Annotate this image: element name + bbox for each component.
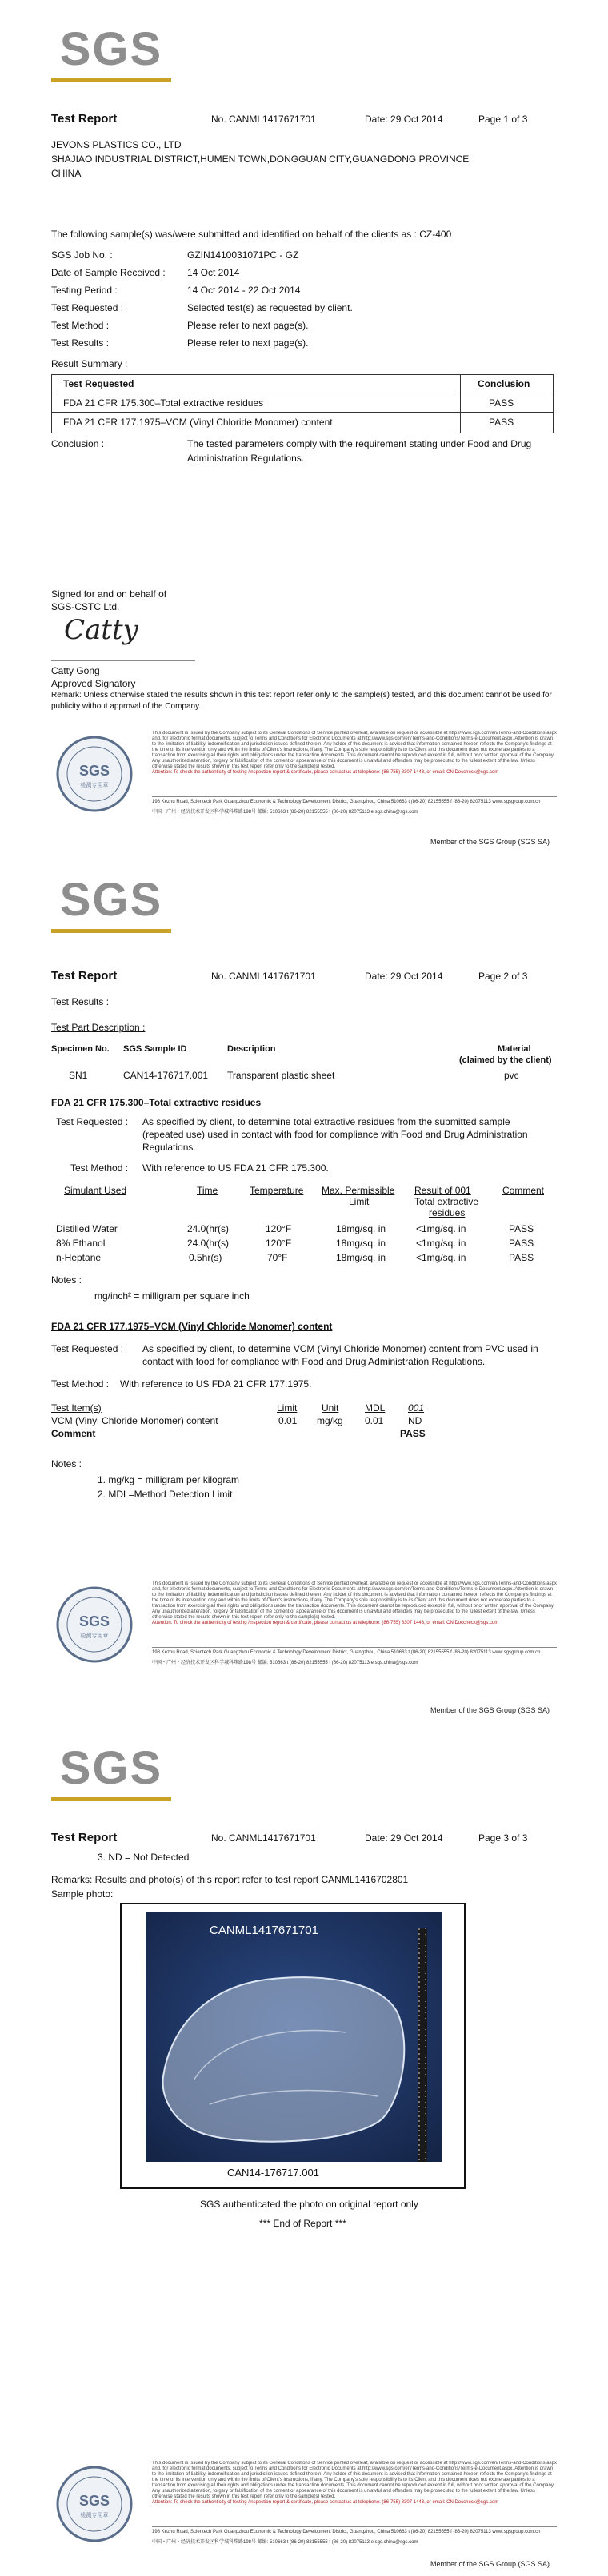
s2-header-mdl: MDL [365, 1402, 386, 1414]
page-1 [0, 0, 608, 859]
header-specimen: Specimen No. [51, 1044, 110, 1054]
address-line-1: 198 Kezhu Road, Scientech Park Guangzhou Economic & Technology Development District, Guangzhou, China 510663 t (86-20) 82155555 f (86-20) 82075113 www.sgsgroup.com.cn [152, 800, 541, 804]
s2-header-unit: Unit [322, 1402, 339, 1414]
s1-limit: 18mg/sq. in [336, 1252, 386, 1263]
address-line-1: 198 Kezhu Road, Scientech Park Guangzhou Economic & Technology Development District, Guangzhou, China 510663 t (86-20) 82155555 f (86-20) 82075113 www.sgsgroup.com.cn [152, 2530, 541, 2534]
signature: Catty [64, 614, 138, 646]
summary-test: FDA 21 CFR 175.300–Total extractive residues [63, 397, 264, 409]
header-sample-id: SGS Sample ID [123, 1044, 187, 1054]
s2-method: With reference to US FDA 21 CFR 177.1975. [120, 1378, 312, 1390]
page-3 [0, 1717, 608, 2576]
s2-unit: mg/kg [317, 1415, 343, 1426]
address-line-2: 中国・广州・经济技术开发区科学城科珠路198号 邮编: 510663 t (86-20) 82155555 f (86-20) 82075113 e sgs.china@sgs.com [152, 2540, 418, 2545]
photo-bottom-label: CAN14-176717.001 [227, 2167, 319, 2179]
field-label: Test Method : [51, 320, 110, 331]
s1-requested-1: As specified by client, to determine total extractive residues from the submitted sample [142, 1116, 510, 1127]
summary-test: FDA 21 CFR 177.1975–VCM (Vinyl Chloride Monomer) content [63, 417, 333, 428]
s1-time: 24.0(hr(s) [187, 1238, 230, 1249]
page-label: Page 2 of 3 [478, 971, 528, 982]
page-2 [0, 859, 608, 1717]
remarks: Remarks: Results and photo(s) of this report refer to test report CANML1416702801 [51, 1874, 409, 1885]
s1-header-simulant: Simulant Used [64, 1185, 127, 1196]
s1-method: With reference to US FDA 21 CFR 175.300. [142, 1162, 329, 1174]
s1-result: <1mg/sq. in [416, 1238, 466, 1249]
result-summary-table [51, 374, 554, 433]
s1-time: 24.0(hr(s) [187, 1223, 230, 1234]
test-results-label: Test Results : [51, 996, 110, 1007]
field-value: Please refer to next page(s). [187, 320, 309, 331]
report-number: No. CANML1417671701 [211, 1832, 316, 1844]
sgs-logo: SGS [51, 868, 171, 935]
s1-temp: 70°F [267, 1252, 288, 1263]
s2-mdl: 0.01 [365, 1415, 384, 1426]
s1-time: 0.5hr(s) [189, 1252, 222, 1263]
conclusion-label: Conclusion : [51, 438, 105, 449]
member-line: Member of the SGS Group (SGS SA) [430, 2560, 550, 2568]
s2-item: VCM (Vinyl Chloride Monomer) content [51, 1415, 218, 1426]
s2-header-limit: Limit [277, 1402, 298, 1414]
terms-fine-print: This document is issued by the Company subject to its General Conditions of Service printed overleaf, available on request or accessible at http://www.sgs.com/en/Terms-and-Conditions.aspx and, for electronic format documents, subject to Terms and Conditions for Electronic Documents at http://www.sgs.com/en/Terms-and-Conditions/Terms-e-Document.aspx. Attention is drawn to the limitation of liability, indemnification and jurisdiction issues defined therein. Any holder of this document is advised that information contained hereon reflects the Company's findings at the time of its intervention only and within the limits of Client's instructions, if any. The Company's sole responsibility is to its Client and this document does not exonerate parties to a transaction from exercising all their rights and obligations under the transaction documents. This document cannot be reproduced except in full, without prior written approval of the Company. Any unauthorized alteration, forgery or falsification of the content or appearance of this document is unlawful and offenders may be prosecuted to the fullest extent of the law. Unless otherwise stated the results shown in this test report refer only to the sample(s) tested. Attention: To check the authenticity of testing /inspection report & certificate, please contact us at telephone: (86-755) 8307 1443, or email: CN.Doccheck@sgs.com [152, 1581, 557, 1625]
page-footer [51, 2461, 557, 2549]
address-line-1: 198 Kezhu Road, Scientech Park Guangzhou Economic & Technology Development District, Guangzhou, China 510663 t (86-20) 82155555 f (86-20) 82075113 www.sgsgroup.com.cn [152, 1650, 541, 1655]
header-description: Description [227, 1044, 276, 1054]
s1-header-max-limit: Max. Permissible [322, 1185, 395, 1196]
notes-label: Notes : [51, 1274, 82, 1286]
s1-temp: 120°F [266, 1223, 292, 1234]
remark-line-1: Remark: Unless otherwise stated the results shown in this test report refer only to the sample(s) tested, and this document cannot be used for [51, 691, 552, 700]
report-number: No. CANML1417671701 [211, 114, 316, 125]
note-1: mg/inch² = milligram per square inch [94, 1290, 250, 1302]
client-address-line-2: CHINA [51, 168, 82, 179]
s2-header-item: Test Item(s) [51, 1402, 102, 1414]
s2-comment-label: Comment [51, 1428, 96, 1439]
part-sample-id: CAN14-176717.001 [123, 1070, 209, 1081]
intro-text: The following sample(s) was/were submitted and identified on behalf of the clients as : CZ-400 [51, 229, 452, 240]
s2-requested-label: Test Requested : [51, 1343, 124, 1354]
sgs-logo: SGS [51, 18, 171, 85]
field-label: Testing Period : [51, 285, 118, 296]
s1-header-max-limit-2: Limit [349, 1196, 370, 1207]
sgs-seal-icon [54, 2464, 134, 2544]
s1-temp: 120°F [266, 1238, 292, 1249]
s1-requested-label: Test Requested : [56, 1116, 129, 1127]
signer-title: Approved Signatory [51, 678, 136, 689]
notes-2-item: 1. mg/kg = milligram per kilogram [98, 1474, 240, 1485]
section-1-title: FDA 21 CFR 175.300–Total extractive residues [51, 1097, 262, 1108]
note-3: 3. ND = Not Detected [98, 1852, 190, 1863]
s1-simulant: Distilled Water [56, 1223, 118, 1234]
svg-text:SGS: SGS [78, 2493, 110, 2509]
field-label: Test Results : [51, 337, 110, 349]
s1-limit: 18mg/sq. in [336, 1223, 386, 1234]
photo-top-label: CANML1417671701 [210, 1924, 318, 1937]
svg-text:SGS: SGS [78, 1613, 110, 1629]
member-line: Member of the SGS Group (SGS SA) [430, 1706, 550, 1714]
s1-header-result: Result of 001 [414, 1185, 471, 1196]
report-number: No. CANML1417671701 [211, 971, 316, 982]
field-value: Please refer to next page(s). [187, 337, 309, 349]
signed-line-2: SGS-CSTC Ltd. [51, 601, 120, 612]
section-2-title: FDA 21 CFR 177.1975–VCM (Vinyl Chloride Monomer) content [51, 1321, 333, 1332]
header-material: Material [498, 1044, 531, 1054]
sample-photo-frame [120, 1903, 466, 2189]
s1-limit: 18mg/sq. in [336, 1238, 386, 1249]
signer-name: Catty Gong [51, 665, 100, 676]
report-title: Test Report [51, 1831, 118, 1844]
s2-requested-1: As specified by client, to determine VCM (Vinyl Chloride Monomer) content from PVC used in [142, 1343, 538, 1354]
summary-conclusion: PASS [489, 417, 514, 428]
page-label: Page 3 of 3 [478, 1832, 528, 1844]
svg-text:检测专用章: 检测专用章 [80, 2513, 109, 2518]
s1-simulant: n-Heptane [56, 1252, 102, 1263]
report-title: Test Report [51, 969, 118, 983]
address-line-2: 中国・广州・经济技术开发区科学城科珠路198号 邮编: 510663 t (86-20) 82155555 f (86-20) 82075113 e sgs.china@sgs.com [152, 1661, 418, 1665]
s1-comment: PASS [509, 1238, 534, 1249]
signed-line-1: Signed for and on behalf of [51, 588, 167, 600]
s1-header-time: Time [197, 1185, 218, 1196]
terms-fine-print: This document is issued by the Company subject to its General Conditions of Service printed overleaf, available on request or accessible at http://www.sgs.com/en/Terms-and-Conditions.aspx and, for electronic format documents, subject to Terms and Conditions for Electronic Documents at http://www.sgs.com/en/Terms-and-Conditions/Terms-e-Document.aspx. Attention is drawn to the limitation of liability, indemnification and jurisdiction issues defined therein. Any holder of this document is advised that information contained hereon reflects the Company's findings at the time of its intervention only and within the limits of Client's instructions, if any. The Company's sole responsibility is to its Client and this document does not exonerate parties to a transaction from exercising all their rights and obligations under the transaction documents. This document cannot be reproduced except in full, without prior written approval of the Company. Any unauthorized alteration, forgery or falsification of the content or appearance of this document is unlawful and offenders may be prosecuted to the fullest extent of the law. Unless otherwise stated the results shown in this test report refer only to the sample(s) tested. Attention: To check the authenticity of testing /inspection report & certificate, please contact us at telephone: (86-755) 8307 1443, or email: CN.Doccheck@sgs.com [152, 2461, 557, 2505]
field-label: Test Requested : [51, 302, 124, 313]
header-material-claimed: (claimed by the client) [459, 1055, 552, 1065]
conclusion-text-1: The tested parameters comply with the requirement stating under Food and Drug [187, 438, 532, 449]
s2-comment: PASS [400, 1428, 426, 1439]
page-footer [51, 731, 557, 819]
sample-photo-label: Sample photo: [51, 1888, 114, 1900]
page-footer [51, 1581, 557, 1669]
end-of-report: *** End of Report *** [259, 2218, 346, 2229]
s1-comment: PASS [509, 1223, 534, 1234]
part-material: pvc [504, 1070, 519, 1081]
s1-header-result-3: residues [429, 1207, 466, 1218]
report-title: Test Report [51, 112, 118, 126]
part-specimen: SN1 [69, 1070, 88, 1081]
s2-requested-2: contact with food for compliance with Food and Drug Administration Regulations. [142, 1356, 486, 1367]
test-part-description-label: Test Part Description : [51, 1022, 146, 1033]
sample-photo [146, 1912, 442, 2162]
s1-header-temperature: Temperature [250, 1185, 304, 1196]
notes-2-label: Notes : [51, 1458, 82, 1469]
remark-line-2: publicity without approval of the Company. [51, 702, 202, 711]
s1-header-result-2: Total extractive [414, 1196, 479, 1207]
member-line: Member of the SGS Group (SGS SA) [430, 838, 550, 846]
report-date: Date: 29 Oct 2014 [365, 1832, 443, 1844]
svg-text:检测专用章: 检测专用章 [80, 1633, 109, 1639]
s1-header-comment: Comment [502, 1185, 545, 1196]
field-value: Selected test(s) as requested by client. [187, 302, 353, 313]
s2-header-result: 001 [408, 1402, 425, 1414]
s1-simulant: 8% Ethanol [56, 1238, 106, 1249]
field-label: Date of Sample Received : [51, 267, 166, 278]
result-summary-label: Result Summary : [51, 358, 128, 369]
sgs-seal-icon [54, 734, 134, 814]
svg-text:检测专用章: 检测专用章 [80, 783, 109, 788]
report-date: Date: 29 Oct 2014 [365, 114, 443, 125]
field-value: 14 Oct 2014 [187, 267, 240, 278]
report-date: Date: 29 Oct 2014 [365, 971, 443, 982]
s1-comment: PASS [509, 1252, 534, 1263]
field-label: SGS Job No. : [51, 249, 113, 261]
sgs-seal-icon [54, 1585, 134, 1665]
photo-authenticated-note: SGS authenticated the photo on original report only [200, 2199, 418, 2210]
s1-method-label: Test Method : [70, 1162, 129, 1174]
s1-result: <1mg/sq. in [416, 1252, 466, 1263]
conclusion-text-2: Administration Regulations. [187, 453, 305, 464]
s1-result: <1mg/sq. in [416, 1223, 466, 1234]
svg-text:SGS: SGS [78, 763, 110, 779]
summary-conclusion: PASS [489, 397, 514, 409]
terms-fine-print: This document is issued by the Company subject to its General Conditions of Service printed overleaf, available on request or accessible at http://www.sgs.com/en/Terms-and-Conditions.aspx and, for electronic format documents, subject to Terms and Conditions for Electronic Documents at http://www.sgs.com/en/Terms-and-Conditions/Terms-e-Document.aspx. Attention is drawn to the limitation of liability, indemnification and jurisdiction issues defined therein. Any holder of this document is advised that information contained hereon reflects the Company's findings at the time of its intervention only and within the limits of Client's instructions, if any. The Company's sole responsibility is to its Client and this document does not exonerate parties to a transaction from exercising all their rights and obligations under the transaction documents. This document cannot be reproduced except in full, without prior written approval of the Company. Any unauthorized alteration, forgery or falsification of the content or appearance of this document is unlawful and offenders may be prosecuted to the fullest extent of the law. Unless otherwise stated the results shown in this test report refer only to the sample(s) tested. Attention: To check the authenticity of testing /inspection report & certificate, please contact us at telephone: (86-755) 8307 1443, or email: CN.Doccheck@sgs.com [152, 731, 557, 775]
s2-result: ND [408, 1415, 422, 1426]
s2-limit: 0.01 [278, 1415, 298, 1426]
client-company: JEVONS PLASTICS CO., LTD [51, 139, 182, 150]
field-value: GZIN1410031071PC - GZ [187, 249, 299, 261]
client-address-line-1: SHAJIAO INDUSTRIAL DISTRICT,HUMEN TOWN,DONGGUAN CITY,GUANGDONG PROVINCE [51, 154, 470, 165]
summary-header-conclusion: Conclusion [478, 378, 530, 389]
s2-method-label: Test Method : [51, 1378, 110, 1390]
sgs-logo: SGS [51, 1737, 171, 1804]
part-description: Transparent plastic sheet [227, 1070, 335, 1081]
summary-header-test: Test Requested [63, 378, 134, 389]
address-line-2: 中国・广州・经济技术开发区科学城科珠路198号 邮编: 510663 t (86-20) 82155555 f (86-20) 82075113 e sgs.china@sgs.com [152, 810, 418, 815]
page-label: Page 1 of 3 [478, 114, 528, 125]
notes-2-item: 2. MDL=Method Detection Limit [98, 1489, 233, 1500]
s1-requested-2: (repeated use) used in contact with food for compliance with Food and Drug Administration [142, 1129, 528, 1140]
field-value: 14 Oct 2014 - 22 Oct 2014 [187, 285, 301, 296]
s1-requested-3: Regulations. [142, 1142, 196, 1153]
